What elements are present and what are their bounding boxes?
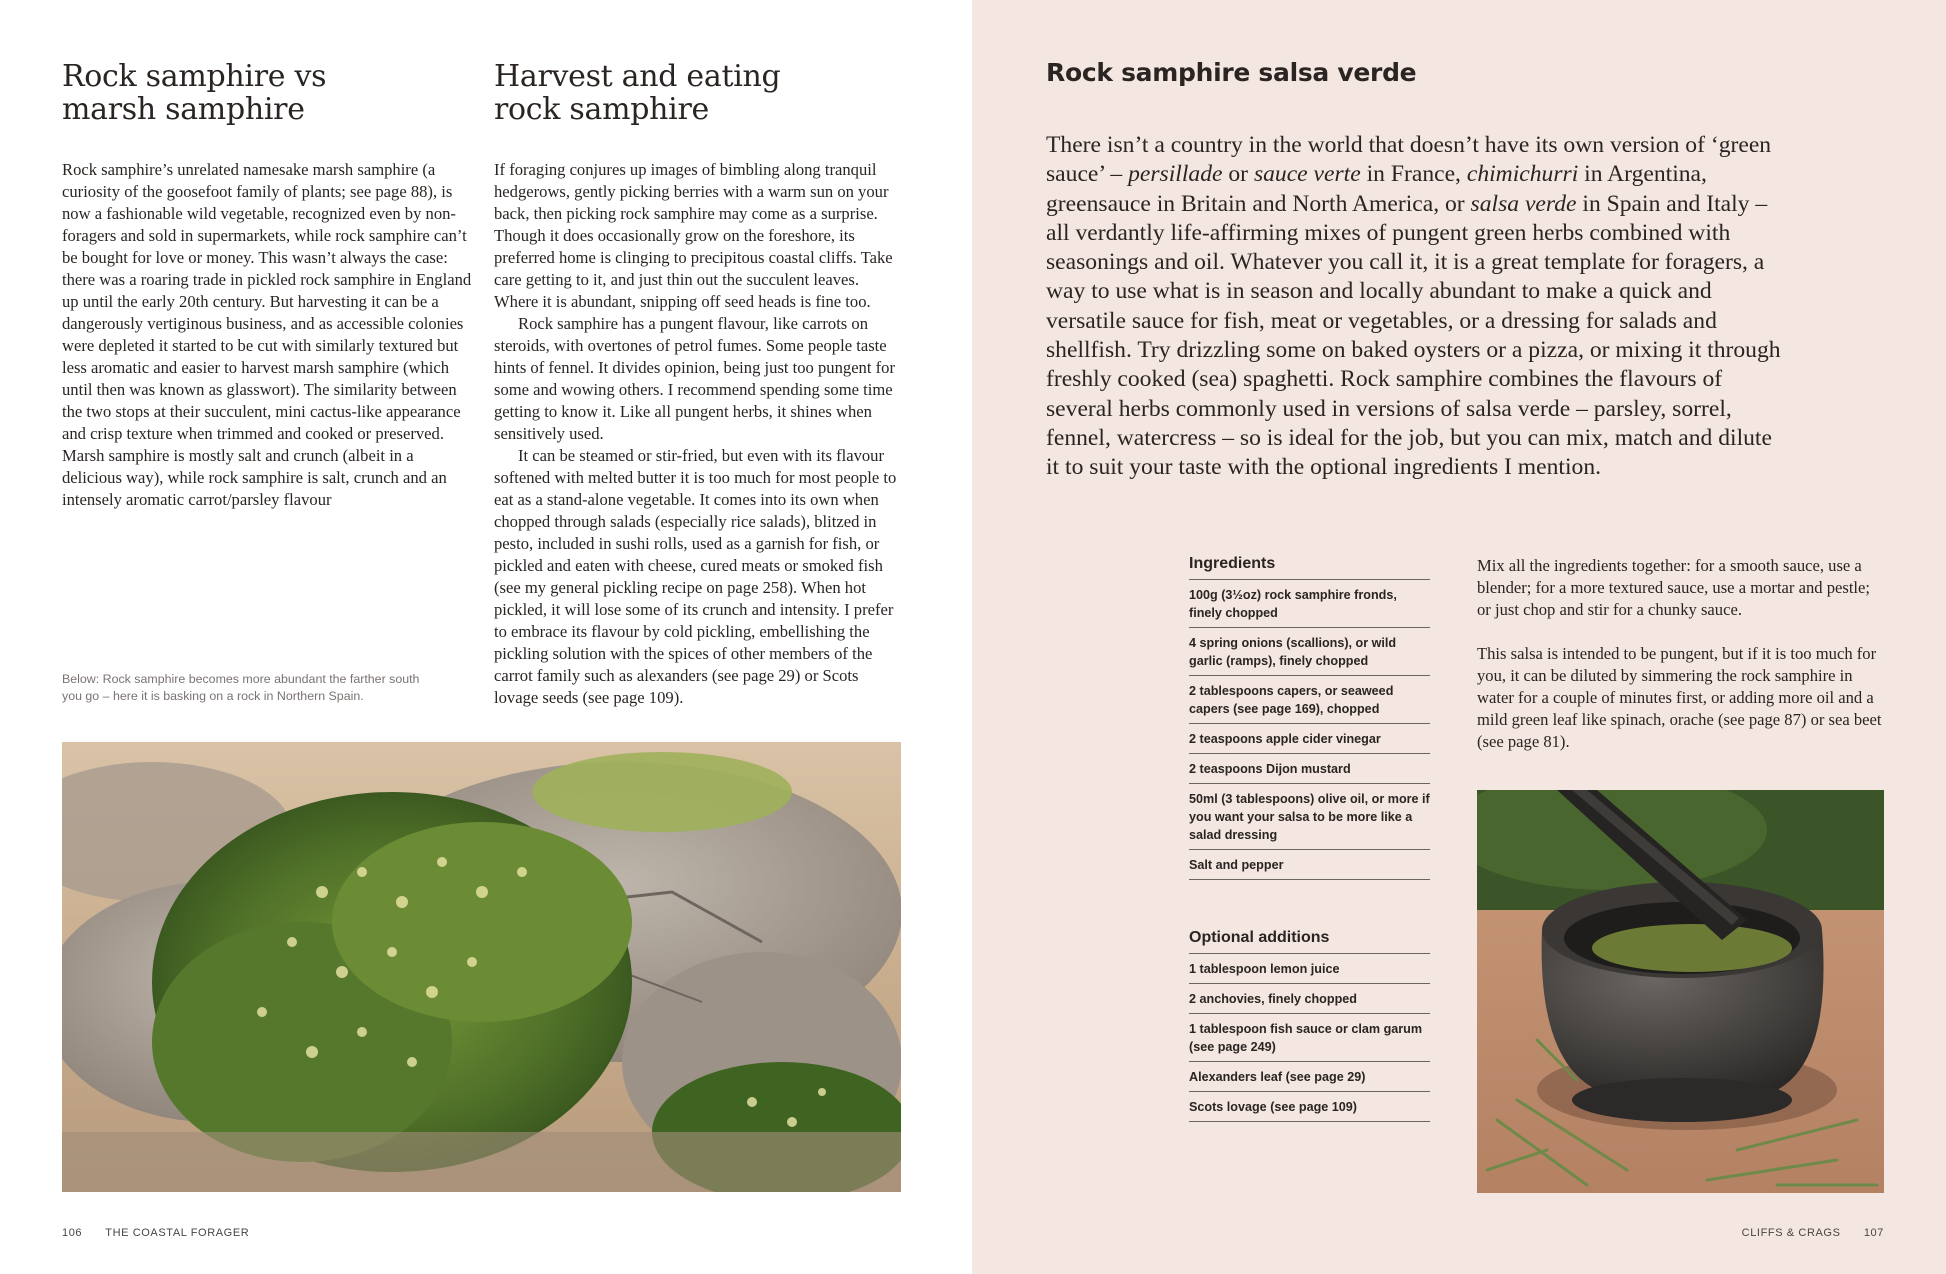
col2-paragraph: It can be steamed or stir-fried, but even with its flavour softened with melted butter it is too much for most people to eat as a stand-alone vegetable. It comes into its own when chopped through salads (especially rice salads), blitzed in pesto, included in sushi rolls, used as a garnish for fish, or pickled and eaten with cheese, cured meats or smoked fish (see my general pickling recipe on page 258). When hot pickled, it will lose some of its crunch and intensity. I prefer to embrace its flavour by cold pickling, embellishing the pickling solution with the spices of other members of the carrot family such as alexanders (see page 29) or Scots lovage seeds (see page 109). — [494, 446, 897, 707]
optional-item: Alexanders leaf (see page 29) — [1189, 1062, 1430, 1092]
optional-item: Scots lovage (see page 109) — [1189, 1092, 1430, 1122]
intro-italic-term: sauce verte — [1253, 161, 1361, 188]
col2-body — [494, 159, 904, 709]
ingredient-item: 2 teaspoons Dijon mustard — [1189, 754, 1430, 784]
optional-item: 1 tablespoon lemon juice — [1189, 954, 1430, 984]
col2-paragraph: Rock samphire has a pungent flavour, like carrots on steroids, with overtones of petrol fumes. Some people taste hints of fennel. It divides opinion, being just too pungent for some and wowing others. I recommend spending some time getting to know it. Like all pungent herbs, it shines when sensitively used. — [494, 314, 895, 443]
intro-text: in Spain and Italy – all verdantly life-affirming mixes of pungent green herbs combined with seasonings and oil. Whatever you call it, it is a great template for foragers, a way to use what is in season and locally abundant to make a quick and versatile sauce for fish, meat or vegetables, or a dressing for salads and shellfish. Try drizzling some on baked oysters or a pizza, or mixing it through freshly cooked (sea) spaghetti. Rock samphire combines the flavours of several herbs commonly used in versions of salsa verde – parsley, sorrel, fennel, watercress – so is ideal for the job, but you can mix, match and dilute it to suit your taste with the optional ingredients I mention. — [1046, 190, 1781, 481]
intro-text: in Argentina, greensauce in Britain and North America, or — [1046, 161, 1707, 217]
col2-heading: Harvest and eating rock samphire — [494, 59, 781, 127]
intro-text: There isn’t a country in the world that doesn’t have its own version of ‘green sauce’ – — [1046, 132, 1772, 188]
recipe-intro — [1046, 131, 1786, 483]
optional-item: 2 anchovies, finely chopped — [1189, 984, 1430, 1014]
running-title-right: CLIFFS & CRAGS — [1741, 1227, 1841, 1239]
intro-text: in France, — [1360, 161, 1467, 188]
ingredient-item: 4 spring onions (scallions), or wild garlic (ramps), finely chopped — [1189, 628, 1430, 676]
intro-italic-term: salsa verde — [1470, 190, 1577, 217]
page-number-right: 107 — [1863, 1227, 1884, 1239]
recipe-method — [1477, 555, 1887, 775]
ingredient-item: Salt and pepper — [1189, 850, 1430, 880]
optional-additions-list — [1189, 929, 1430, 1122]
optional-additions-heading: Optional additions — [1189, 929, 1430, 954]
col1-paragraph: Rock samphire’s unrelated namesake marsh samphire (a curiosity of the goosefoot family of plants; see page 88), is now a fashionable wild vegetable, recognized even by non-foragers and sold in supermarkets, while rock samphire can’t be bought for love or money. This wasn’t always the case: there was a roaring trade in pickled rock samphire in England up until the early 20th century. But harvesting it can be a dangerously vertiginous business, and as accessible colonies were depleted it started to be cut with similarly textured but less aromatic and easier to harvest marsh samphire (which until then was known as glasswort). The similarity between the two stops at their succulent, mini cactus-like appearance and crisp texture when trimmed and cooked or preserved. Marsh samphire is mostly salt and crunch (albeit in a delicious way), while rock samphire is salt, crunch and an intensely aromatic carrot/parsley flavour — [62, 160, 472, 509]
right-page — [972, 0, 1946, 1274]
left-page — [0, 0, 972, 1274]
mortar-pestle-photo — [1477, 790, 1884, 1193]
col2-paragraph: If foraging conjures up images of bimbling along tranquil hedgerows, gently picking berries with a warm sun on your back, then picking rock samphire may come as a surprise. Though it does occasionally grow on the foreshore, its preferred home is clinging to precipitous coastal cliffs. Take care getting to it, and just thin out the succulent leaves. Where it is abundant, snipping off seed heads is fine too. — [494, 160, 893, 311]
ingredient-item: 100g (3½oz) rock samphire fronds, finely chopped — [1189, 580, 1430, 628]
optional-item: 1 tablespoon fish sauce or clam garum (see page 249) — [1189, 1014, 1430, 1062]
ingredient-item: 50ml (3 tablespoons) olive oil, or more if you want your salsa to be more like a salad dressing — [1189, 784, 1430, 850]
folio-right — [1742, 1227, 1884, 1239]
running-title-left: THE COASTAL FORAGER — [105, 1227, 250, 1239]
page-number-left: 106 — [62, 1227, 83, 1239]
intro-italic-term: persillade — [1128, 161, 1223, 188]
ingredients-heading: Ingredients — [1189, 555, 1430, 580]
ingredient-item: 2 tablespoons capers, or seaweed capers (see page 169), chopped — [1189, 676, 1430, 724]
method-paragraph: Mix all the ingredients together: for a smooth sauce, use a blender; for a more textured sauce, use a mortar and pestle; or just chop and stir for a chunky sauce. — [1477, 556, 1871, 619]
intro-text: or — [1222, 161, 1254, 188]
folio-left — [62, 1227, 249, 1239]
col1-body — [62, 159, 472, 511]
col1-heading: Rock samphire vs marsh samphire — [62, 59, 327, 127]
ingredient-item: 2 teaspoons apple cider vinegar — [1189, 724, 1430, 754]
photo-caption: Below: Rock samphire becomes more abundant the farther south you go – here it is basking on a rock in Northern Spain. — [62, 672, 420, 703]
method-paragraph: This salsa is intended to be pungent, but if it is too much for you, it can be diluted by simmering the rock samphire in water for a couple of minutes first, or adding more oil and a mild green leaf like spinach, orache (see page 87) or sea beet (see page 81). — [1477, 644, 1882, 751]
rock-samphire-photo — [62, 742, 901, 1192]
ingredients-list — [1189, 555, 1430, 880]
recipe-title: Rock samphire salsa verde — [1046, 58, 1417, 87]
intro-italic-term: chimichurri — [1466, 161, 1579, 188]
